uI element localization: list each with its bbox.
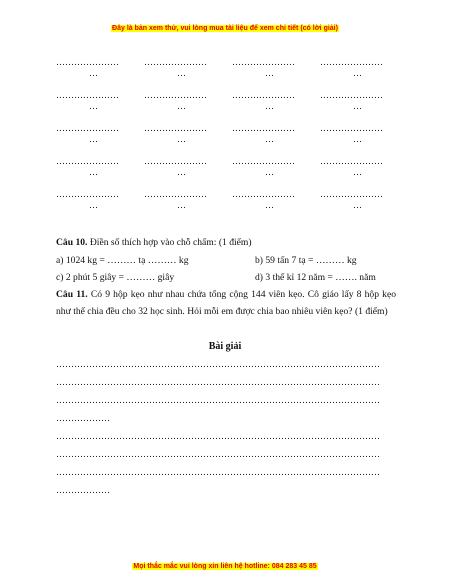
- grid-cell: [320, 123, 400, 145]
- grid-cell-dots-short: …: [177, 200, 186, 210]
- grid-cell: [320, 90, 400, 112]
- answer-line-short: ………………: [56, 485, 110, 495]
- grid-cell-dots-short: …: [177, 101, 186, 111]
- grid-cell: [232, 90, 312, 112]
- hotline-banner-text: Mọi thắc mắc vui lòng xin liên hệ hotline: 084 283 45 85: [133, 563, 317, 570]
- question-10-text: Điền số thích hợp vào chỗ chấm: (1 điểm): [87, 237, 252, 248]
- grid-row: [56, 90, 396, 123]
- grid-row: [56, 189, 396, 222]
- grid-cell-dots: …………………: [144, 189, 207, 199]
- grid-cell-dots: …………………: [320, 57, 383, 67]
- grid-cell-dots: …………………: [56, 156, 119, 166]
- question-11-text: Có 9 hộp kẹo như nhau chứa tổng cộng 144 viên kẹo. Cô giáo lấy 8 hộp kẹo như thế chia đều cho 32 học sinh. Hỏi mỗi em được chia bao nhiêu viên kẹo? (1 điểm): [56, 289, 397, 317]
- answer-line: ………………………………………………………………………………………………: [56, 467, 380, 477]
- grid-cell-dots-short: …: [89, 68, 98, 78]
- question-10-heading: [56, 237, 252, 249]
- answer-line-short: ………………: [56, 413, 110, 423]
- grid-cell: [320, 156, 400, 178]
- grid-cell-dots: …………………: [144, 90, 207, 100]
- question-10-item-a: a) 1024 kg = ……… tạ ……… kg: [56, 255, 189, 266]
- grid-cell: [144, 123, 224, 145]
- question-10-item-b: b) 59 tấn 7 tạ = ……… kg: [255, 255, 357, 266]
- grid-cell-dots: …………………: [144, 156, 207, 166]
- grid-cell: [56, 90, 136, 112]
- grid-cell-dots: …………………: [320, 156, 383, 166]
- grid-cell-dots-short: …: [265, 134, 274, 144]
- answer-line: ………………………………………………………………………………………………: [56, 395, 380, 405]
- grid-cell: [56, 189, 136, 211]
- grid-cell-dots-short: …: [353, 134, 362, 144]
- grid-cell: [232, 189, 312, 211]
- grid-cell-dots-short: …: [353, 200, 362, 210]
- grid-cell-dots: …………………: [320, 90, 383, 100]
- grid-row: [56, 57, 396, 90]
- grid-cell-dots-short: …: [89, 134, 98, 144]
- solution-title: Bài giải: [208, 341, 242, 352]
- grid-cell-dots-short: …: [265, 200, 274, 210]
- grid-cell-dots: …………………: [232, 57, 295, 67]
- grid-cell-dots: …………………: [232, 90, 295, 100]
- grid-cell-dots-short: …: [89, 200, 98, 210]
- grid-cell-dots-short: …: [177, 68, 186, 78]
- grid-cell-dots: …………………: [144, 123, 207, 133]
- grid-cell-dots-short: …: [353, 68, 362, 78]
- grid-cell-dots-short: …: [89, 167, 98, 177]
- grid-cell-dots-short: …: [177, 134, 186, 144]
- grid-cell-dots: …………………: [232, 156, 295, 166]
- question-11: [56, 286, 396, 320]
- grid-row: [56, 123, 396, 156]
- grid-cell: [320, 189, 400, 211]
- grid-cell-dots: …………………: [56, 189, 119, 199]
- grid-cell: [144, 90, 224, 112]
- question-10-item-d: d) 3 thế kỉ 12 năm = ……. năm: [255, 272, 376, 283]
- grid-cell: [232, 123, 312, 145]
- grid-cell-dots-short: …: [89, 101, 98, 111]
- grid-cell-dots-short: …: [265, 101, 274, 111]
- grid-cell-dots-short: …: [353, 167, 362, 177]
- answer-line: ………………………………………………………………………………………………: [56, 431, 380, 441]
- grid-cell: [144, 189, 224, 211]
- grid-cell-dots: …………………: [320, 189, 383, 199]
- grid-cell-dots: …………………: [56, 90, 119, 100]
- question-10-label: Câu 10.: [56, 237, 88, 248]
- grid-cell: [56, 156, 136, 178]
- grid-cell: [144, 57, 224, 79]
- grid-cell: [232, 57, 312, 79]
- grid-cell-dots-short: …: [353, 101, 362, 111]
- question-11-label: Câu 11.: [56, 289, 88, 300]
- grid-cell-dots: …………………: [144, 57, 207, 67]
- grid-cell: [320, 57, 400, 79]
- hotline-banner: [0, 563, 450, 570]
- preview-banner-text: Đây là bản xem thử, vui lòng mua tài liệu để xem chi tiết (có lời giải): [112, 25, 338, 32]
- grid-cell-dots: …………………: [56, 123, 119, 133]
- question-10-item-c: c) 2 phút 5 giây = ……… giây: [56, 272, 175, 283]
- grid-cell: [144, 156, 224, 178]
- grid-cell: [56, 123, 136, 145]
- answer-line: ………………………………………………………………………………………………: [56, 449, 380, 459]
- grid-cell-dots-short: …: [265, 68, 274, 78]
- grid-cell: [232, 156, 312, 178]
- answer-line: ………………………………………………………………………………………………: [56, 359, 380, 369]
- grid-cell-dots-short: …: [265, 167, 274, 177]
- preview-banner: [0, 25, 450, 32]
- grid-cell-dots: …………………: [232, 123, 295, 133]
- grid-cell-dots: …………………: [56, 57, 119, 67]
- answer-line: ………………………………………………………………………………………………: [56, 377, 380, 387]
- grid-cell: [56, 57, 136, 79]
- grid-row: [56, 156, 396, 189]
- dotted-answer-grid: [56, 57, 396, 222]
- grid-cell-dots-short: …: [177, 167, 186, 177]
- grid-cell-dots: …………………: [320, 123, 383, 133]
- grid-cell-dots: …………………: [232, 189, 295, 199]
